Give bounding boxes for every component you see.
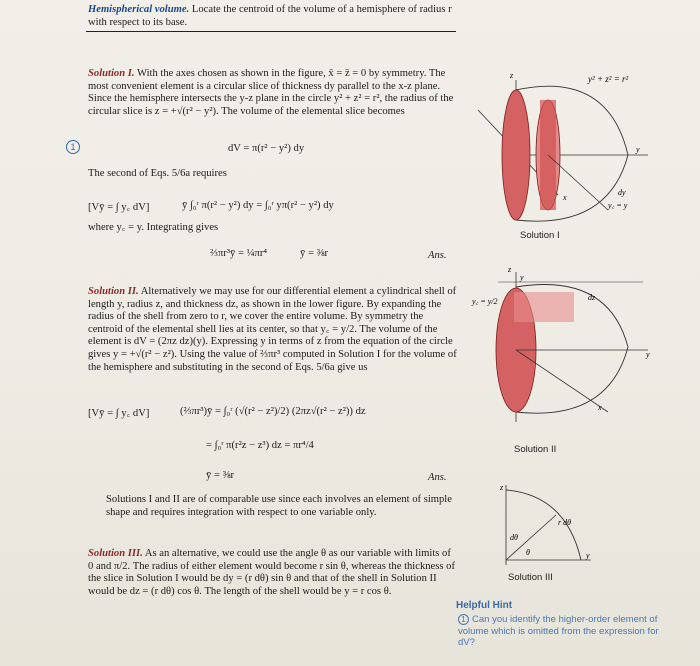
eq-result-1: ⅔πr³ȳ = ¼πr⁴ <box>210 248 268 259</box>
eq-answer-1: ȳ = ⅜r <box>300 248 329 259</box>
ans-1: Ans. <box>428 250 447 261</box>
eq-line1-2: (⅔πr³)ȳ = ∫₀ʳ (√(r² − z²)/2) (2πz√(r² − z²)) dz <box>180 406 366 417</box>
fig1-label-dy: dy <box>618 188 626 197</box>
fig1-label-y-axis: y <box>636 145 640 154</box>
eq-main-1: ȳ ∫₀ʳ π(r² − y²) dy = ∫₀ʳ yπ(r² − y²) dy <box>182 200 334 211</box>
fig1-label-x-axis: x <box>563 193 567 202</box>
fig2-label-dz: dz <box>588 293 596 302</box>
solution2-label: Solution II. <box>88 286 139 297</box>
hint-body <box>458 614 668 649</box>
where-text: where y꜀ = y. Integrating gives <box>88 222 219 233</box>
solution1-text: With the axes chosen as shown in the figure, x̄ = z̄ = 0 by symmetry. The most convenient element is a circular slice of thickness dy parallel to the x-z plane. Since the hemisphere intersects the y-z plane in the circle y² + z² = r², the radius of the circular slice is z = +√(r² − y²). The volume of the elemental slice becomes <box>88 68 454 117</box>
eq-dv: dV = π(r² − y²) dy <box>228 143 305 154</box>
fig2-label-yc: y꜀ = y/2 <box>472 297 498 306</box>
second-eq-text: The second of Eqs. 5/6a requires <box>88 168 227 179</box>
solution2-paragraph <box>88 286 458 374</box>
eq-answer-2: ȳ = ⅜r <box>206 470 235 481</box>
comparison-text: Solutions I and II are of comparable use since each involves an element of simple shape and requires integration with respect to one variable only. <box>106 494 452 518</box>
header-rule <box>86 31 456 32</box>
caption-solution-2: Solution II <box>514 444 557 455</box>
fig1-circle-eq: y² + z² = r² <box>588 74 629 84</box>
step-number-1: 1 <box>66 140 80 154</box>
hint-number: 1 <box>458 614 469 625</box>
figure-solution-1 <box>468 60 658 240</box>
fig1-label-yc: y꜀ = y <box>608 201 628 210</box>
eq-label-2: [Vȳ = ∫ y꜀ dV] <box>88 408 150 419</box>
caption-solution-3: Solution III <box>508 572 553 583</box>
fig1-label-z-axis: z <box>510 71 514 80</box>
solution2-text: Alternatively we may use for our differential element a cylindrical shell of length y, radius z, and thickness dz, as shown in the lower figure. By expanding the radius of the shell from zero to r, we cover the entire volume. By symmetry the centroid of the elemental shell lies at its center, so that y꜀ = y/2. The volume of the element is dV = (2πz dz)(y). Expressing y in terms of z from the equation of the circle gives y = +√(r² − z²). Using the value of ⅔πr³ computed in Solution I for the volume of the hemisphere and substituting in the second of Eqs. 5/6a give us <box>88 286 457 373</box>
figure-solution-2 <box>468 262 658 442</box>
fig2-label-x-axis: x <box>598 403 602 412</box>
solution1-paragraph <box>88 68 458 118</box>
solution3-label: Solution III. <box>88 548 143 559</box>
eq-line2-2: = ∫₀ʳ π(r²z − z³) dz = πr⁴/4 <box>206 440 314 451</box>
problem-statement: Locate the centroid of the volume of a hemisphere of radius r with respect to its base. <box>88 4 452 28</box>
hint-title: Helpful Hint <box>456 600 513 611</box>
fig3-label-rdtheta: r dθ <box>558 518 572 527</box>
fig2-label-y-axis: y <box>646 350 650 359</box>
figure-solution-3 <box>496 480 596 570</box>
fig3-label-z: z <box>500 483 504 492</box>
caption-solution-1: Solution I <box>520 230 560 241</box>
fig3-label-theta: θ <box>526 548 530 557</box>
hint-text: Can you identify the higher-order element of volume which is omitted from the expression for dV? <box>458 614 659 648</box>
fig2-label-y-top: y <box>520 273 524 282</box>
solution3-paragraph <box>88 548 458 598</box>
solution3-text: As an alternative, we could use the angle θ as our variable with limits of 0 and π/2. The radius of either element would become r sin θ, whereas the thickness of the slice in Solution I would be dy = (r dθ) sin θ and that of the shell in Solution II would be dz = (r dθ) cos θ. The length of the shell would be y = r cos θ. <box>88 548 455 597</box>
problem-title: Hemispherical volume. <box>88 4 190 15</box>
ans-2: Ans. <box>428 472 447 483</box>
fig3-label-y: y <box>586 551 590 560</box>
fig3-label-dtheta: dθ <box>510 533 518 542</box>
solution1-label: Solution I. <box>88 68 135 79</box>
eq-label-1: [Vȳ = ∫ y꜀ dV] <box>88 202 150 213</box>
problem-header <box>88 4 460 29</box>
fig2-label-z: z <box>508 265 512 274</box>
